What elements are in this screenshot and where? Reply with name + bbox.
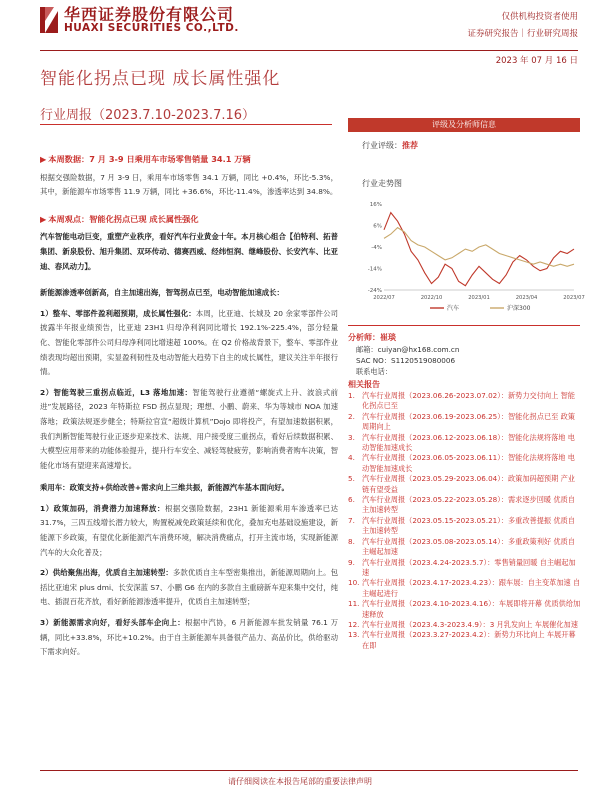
x-tick-label: 2022/07 xyxy=(373,295,395,301)
report-subtitle: 行业周报（2023.7.10-2023.7.16） xyxy=(40,108,256,123)
report-type: 证券研究报告｜行业研究周报 xyxy=(467,29,578,39)
related-reports-title: 相关报告 xyxy=(348,380,380,389)
related-report-item[interactable] xyxy=(348,516,582,537)
x-tick-label: 2023/07 xyxy=(563,295,585,301)
analyst-email: 邮箱：cuiyan@hx168.com.cn xyxy=(356,345,460,354)
report-title: 智能化拐点已现 成长属性强化 xyxy=(40,69,281,89)
related-report-title[interactable]: 汽车行业周报（2023.06.26-2023.07.02）：新势力交付向上 智能化拐点已至 xyxy=(362,391,575,411)
analyst-sac: SAC NO：S1120519080006 xyxy=(356,356,456,365)
related-report-number: 3. xyxy=(348,432,355,442)
section-weekly-view: ▶ 本周观点：智能化拐点已现 成长属性强化 xyxy=(40,213,199,224)
analyst-name: 分析师：崔琰 xyxy=(348,333,396,342)
related-report-number: 1. xyxy=(348,391,355,400)
paragraph: 1）政策加码，消费潜力加速释放：根据交强险数据，23H1 新能源乘用车渗透率已达 31.7%，三四五线增长潜力较大，购置税减免政策延续和优化，叠加充电基础设施建设，新能源下乡政策，有望优化新能源汽车消费环境，解决消费痛点，打开主流市场，实现新能源汽车的大众化普及； xyxy=(40,503,339,557)
report-date: 2023 年 07 月 16 日 xyxy=(495,56,578,66)
related-report-title[interactable]: 汽车行业周报（2023.4.3-2023.4.9）：3 月乳发向上 车展催化加速 xyxy=(362,619,578,629)
series-line-汽车 xyxy=(384,213,574,286)
x-tick-label: 2023/04 xyxy=(515,295,538,301)
analyst-phone: 联系电话： xyxy=(356,367,392,376)
paragraph: 1）整车、零部件盈利超预期，成长属性强化：本周，比亚迪、长城及 20 余家零部件公司披露半年报业绩预告，比亚迪 23H1 归母净利润同比增长 192.1%-225.4%，部分轻量化、智能化零部件公司归母净利同比增速超 100%。在 Q2 价格战背景下，整车、零部件业绩表现均超出预期，实显盈利韧性及电动智能大趋势下自主的成长属性，建议关注半年报行情。 xyxy=(40,308,338,377)
related-report-title[interactable]: 汽车行业周报（2023.4.17-2023.4.23）：跟车展：自主变革加速 自主崛起进行 xyxy=(362,578,581,598)
company-name-cn: 华西证券股份有限公司 xyxy=(64,5,235,24)
related-report-number: 10. xyxy=(348,578,360,588)
related-report-item[interactable] xyxy=(348,391,582,412)
sidebar-header: 评级及分析师信息 xyxy=(348,118,580,132)
y-tick-label: 16% xyxy=(369,202,382,208)
legend-label: 汽车 xyxy=(447,305,460,312)
related-report-item[interactable] xyxy=(348,620,582,630)
related-report-title[interactable]: 汽车行业周报（2023.06.12-2023.06.18）：智能化法规将落地 电动智能加速成长 xyxy=(362,432,575,453)
related-report-item[interactable] xyxy=(348,578,582,599)
related-reports-list xyxy=(348,391,582,651)
y-tick-label: 6% xyxy=(373,223,382,230)
section-weekly-data: ▶ 本周数据：7 月 3-9 日乘用车市场零售销量 34.1 万辆 xyxy=(40,154,251,164)
logo-icon xyxy=(40,7,58,33)
related-report-title[interactable]: 汽车行业周报（2023.4.24-2023.5.7）：零售销量回暖 自主崛起加速 xyxy=(362,557,576,577)
related-report-number: 5. xyxy=(348,474,355,484)
related-report-title[interactable]: 汽车行业周报（2023.06.19-2023.06.25）：智能化拐点已至 政策周期向上 xyxy=(362,411,575,432)
related-report-title[interactable]: 汽车行业周报（2023.05.29-2023.06.04）：政策加码超预期 产业链有望受益 xyxy=(362,474,575,494)
related-report-item[interactable] xyxy=(348,630,582,651)
industry-rating: 行业评级：推荐 xyxy=(362,141,418,150)
related-report-number: 6. xyxy=(348,495,355,505)
sidebar-divider xyxy=(348,325,580,326)
related-report-item[interactable] xyxy=(348,412,582,433)
y-tick-label: -4% xyxy=(371,245,382,251)
related-report-number: 9. xyxy=(348,557,355,567)
related-report-item[interactable] xyxy=(348,599,582,620)
related-report-title[interactable]: 汽车行业周报（2023.3.27-2023.4.2）：新势力环比向上 车展开幕在即 xyxy=(362,630,576,650)
paragraph-bold: 乘用车：政策支持+供给改善+需求向上三维共振，新能源汽车基本面向好。 xyxy=(40,483,289,493)
paragraph-bold: 新能源渗透率创新高，自主加速出海，智驾拐点已至，电动智能加速成长： xyxy=(40,288,284,298)
related-report-title[interactable]: 汽车行业周报（2023.05.22-2023.05.28）：需求逐步回暖 优质自主加速转型 xyxy=(362,495,575,515)
related-report-number: 8. xyxy=(348,536,355,546)
related-report-number: 4. xyxy=(348,453,355,463)
related-report-title[interactable]: 汽车行业周报（2023.05.08-2023.05.14）：多重政策利好 优质自主崛起加速 xyxy=(362,536,575,557)
company-name-en: HUAXI SECURITIES CO.,LTD. xyxy=(64,22,239,34)
footer-disclaimer: 请仔细阅读在本报告尾部的重要法律声明 xyxy=(228,777,372,786)
related-report-item[interactable] xyxy=(348,453,582,474)
x-tick-label: 2022/10 xyxy=(420,295,443,301)
related-report-item[interactable] xyxy=(348,474,582,495)
paragraph: 2）供给聚焦出海，优质自主加速转型：多款优质自主车型密集推出，新能源周期向上。包括比亚迪宋 plus dmi、长安深蓝 S7、小鹏 G6 在内的多款自主重磅新车迎来集中交付，纯电、插混百花齐放，看好新能源渗透率提升，优质自主加速转型； xyxy=(40,568,338,607)
related-report-title[interactable]: 汽车行业周报（2023.05.15-2023.05.21）：多重改善提振 优质自主加速转型 xyxy=(362,515,575,536)
paragraph: 2）智能驾驶三重拐点临近，L3 落地加速：智能驾驶行业遵循“螺旋式上升、波浪式前进”发展路径，2023 年特斯拉 FSD 拐点显现；理想、小鹏、蔚来、华为等城市 NOA 加速落地；政策法规逐步健全；特斯拉官宣“超级计算机”Dojo 即将投产，有望加速数据积累，我们判断智能驾驶行业正逐步迎来技术、法规、用户接受度三重拐点，看好后续数据积累、大模型应用带来的功能体验提升，提升行车安全、减轻驾驶疲劳，影响消费者购车决策，智能化市场有望迎来高速增长。 xyxy=(40,387,338,470)
related-report-title[interactable]: 汽车行业周报（2023.06.05-2023.06.11）：智能化法规将落地 电动智能加速成长 xyxy=(362,453,575,473)
related-report-item[interactable] xyxy=(348,558,582,579)
related-report-number: 7. xyxy=(348,515,355,525)
related-report-number: 13. xyxy=(348,630,360,640)
y-tick-label: -24% xyxy=(367,288,382,294)
related-report-item[interactable] xyxy=(348,433,582,454)
trend-chart-label: 行业走势图 xyxy=(362,179,402,188)
report-body xyxy=(40,152,338,666)
footer-divider xyxy=(40,770,578,771)
series-line-沪深300 xyxy=(384,228,574,267)
related-report-number: 11. xyxy=(348,599,360,609)
related-report-number: 2. xyxy=(348,411,355,421)
paragraph: 根据交强险数据，7 月 3-9 日，乘用车市场零售 34.1 万辆，同比 +0.4%，环比-5.3%，其中，新能源车市场零售 11.9 万辆，同比 +36.6%，环比-11.4%，渗透率达到 34.8%。 xyxy=(40,172,338,197)
paragraph: 3）新能源需求向好，看好头部车企向上：根据中汽协，6 月新能源车批发销量 76.1 万辆，同比+33.8%，环比+10.2%。由于自主新能源车具备很产品力、高品价比，供给驱动下需求向好。 xyxy=(40,618,338,657)
related-report-title[interactable]: 汽车行业周报（2023.4.10-2023.4.16）：车展即将开幕 优质供给加速释放 xyxy=(362,599,581,619)
related-report-item[interactable] xyxy=(348,537,582,558)
subtitle-divider xyxy=(40,124,332,125)
y-tick-label: -14% xyxy=(367,266,382,273)
header-divider xyxy=(40,50,578,51)
related-report-item[interactable] xyxy=(348,495,582,516)
rating-value: 推荐 xyxy=(402,141,418,150)
related-report-number: 12. xyxy=(348,619,360,629)
x-tick-label: 2023/01 xyxy=(468,295,490,301)
investor-note: 仅供机构投资者使用 xyxy=(501,12,578,22)
paragraph-bold: 汽车智能电动巨变，重塑产业秩序，看好汽车行业黄金十年。本月核心组合【伯特利、拓普集团、新泉股份、旭升集团、双环传动、德赛西威、经纬恒润、继峰股份、长安汽车、比亚迪、春风动力】。 xyxy=(40,232,338,271)
trend-chart xyxy=(360,198,585,316)
legend-label: 沪深300 xyxy=(507,305,531,312)
